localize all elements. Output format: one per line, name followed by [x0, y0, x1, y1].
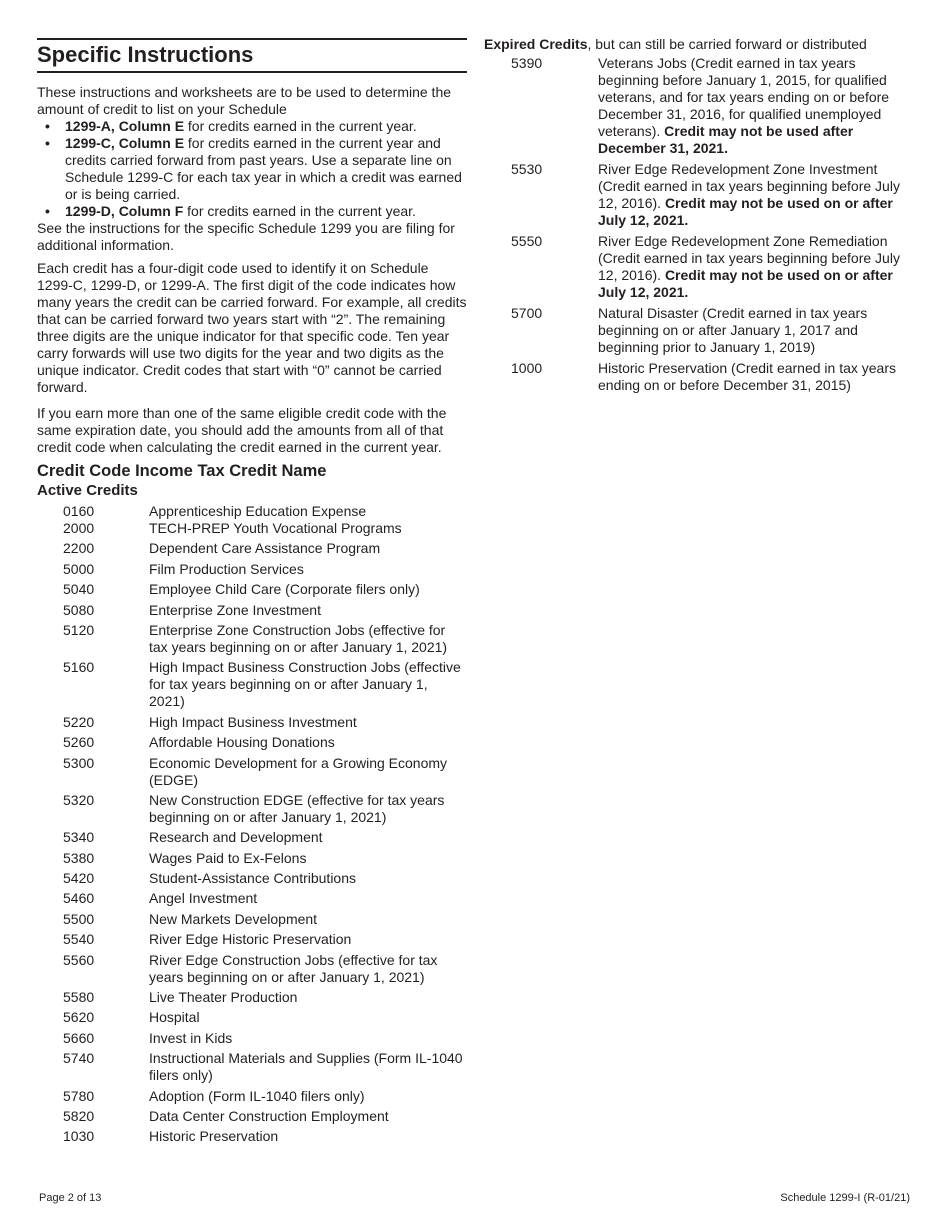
credit-row: [37, 931, 467, 948]
credit-row: [37, 792, 467, 826]
left-column: [37, 38, 467, 1149]
credit-row: [37, 1050, 467, 1084]
credit-code: 1030: [63, 1128, 95, 1145]
credit-row: [37, 714, 467, 731]
expired-credit-row: [484, 55, 914, 157]
credit-name: Wages Paid to Ex-Felons: [149, 849, 307, 866]
credit-name: Film Production Services: [149, 560, 304, 577]
expired-credits-heading: Expired Credits, but can still be carried forward or distributed: [484, 36, 867, 52]
expired-credit-row: [484, 305, 914, 356]
credit-code: 5120: [63, 621, 95, 638]
credit-name: [598, 305, 914, 356]
credit-code: 5700: [511, 305, 543, 321]
credit-code: 5300: [63, 754, 95, 771]
credit-code: 5040: [63, 581, 95, 598]
credit-name: High Impact Business Investment: [149, 713, 357, 730]
section-title: Specific Instructions: [37, 38, 467, 73]
credit-name: Student-Assistance Contributions: [149, 870, 356, 887]
credit-row: [37, 1108, 467, 1125]
credit-code: 5000: [63, 560, 95, 577]
credit-description: River Edge Redevelopment Zone Investment (Credit earned in tax years beginning before July 12, 2016).: [598, 161, 900, 211]
credit-name: Historic Preservation: [149, 1128, 279, 1145]
credit-code: 5080: [63, 601, 95, 618]
credit-code: 2000: [63, 520, 95, 536]
credit-name: Apprenticeship Education Expense: [149, 503, 367, 519]
credit-code: 5620: [63, 1009, 95, 1026]
credit-description: River Edge Redevelopment Zone Remediation (Credit earned in tax years beginning before July 12, 2016).: [598, 233, 900, 283]
credit-code: 5380: [63, 849, 95, 866]
credit-name: Hospital: [149, 1009, 200, 1026]
credit-code: 5220: [63, 713, 95, 730]
schedule-bullet-list: [37, 118, 467, 220]
active-credits-heading: Active Credits: [37, 482, 138, 499]
credit-code: 5560: [63, 951, 95, 968]
multiple-credits-paragraph: If you earn more than one of the same eligible credit code with the same expiration date, you should add the amounts from all of that credit code when calculating the credit earned in the current year.: [37, 405, 447, 455]
credit-code: 5500: [63, 910, 95, 927]
credit-description: Historic Preservation (Credit earned in tax years ending on or before December 31, 2015): [598, 360, 897, 393]
credit-name: Enterprise Zone Investment: [149, 601, 321, 618]
credit-row: [37, 829, 467, 846]
credit-row: [37, 622, 467, 656]
credit-row: [37, 1009, 467, 1026]
credit-name: Employee Child Care (Corporate filers only): [149, 581, 420, 598]
credit-row: [37, 734, 467, 751]
credit-code: 5580: [63, 989, 95, 1006]
credit-name: New Construction EDGE (effective for tax years beginning on or after January 1, 2021): [149, 791, 445, 825]
credit-name: [598, 161, 914, 229]
bullet-1299-c: • 1299-C, Column E for credits earned in the current year and credits carried forward from past years. Use a separate line on Schedule 1299-C for each tax year in which a credit was earned or is being carried.: [45, 135, 462, 202]
form-identifier: Schedule 1299-I (R-01/21): [780, 1192, 910, 1204]
expired-credit-row: [484, 233, 914, 301]
credit-row: [37, 850, 467, 867]
credit-row: [37, 890, 467, 907]
credit-name: Research and Development: [149, 829, 323, 846]
intro-paragraph: These instructions and worksheets are to be used to determine the amount of credit to list on your Schedule: [37, 84, 452, 117]
credit-name: Adoption (Form IL-1040 filers only): [149, 1087, 365, 1104]
credit-code: 5160: [63, 659, 95, 676]
credit-code: 5550: [511, 233, 543, 249]
credit-name: High Impact Business Construction Jobs (effective for tax years beginning on or after January 1, 2021): [149, 659, 461, 710]
credit-row: [37, 1088, 467, 1105]
credit-expiration-note: Credit may not be used after December 31, 2021.: [598, 123, 854, 156]
credit-name: River Edge Historic Preservation: [149, 931, 352, 948]
credit-table-heading: Credit Code Income Tax Credit Name: [37, 462, 327, 480]
credit-code: 5260: [63, 734, 95, 751]
credit-row: [37, 989, 467, 1006]
credit-row: [37, 1128, 467, 1145]
credit-row: [37, 952, 467, 986]
credit-row: [37, 540, 467, 557]
credit-name: Live Theater Production: [149, 989, 298, 1006]
credit-name: [598, 360, 914, 394]
credit-name: [598, 233, 914, 301]
credit-name: [598, 55, 914, 157]
credit-name: Affordable Housing Donations: [149, 734, 335, 751]
credit-row: [37, 602, 467, 619]
credit-code: 5540: [63, 931, 95, 948]
credit-expiration-note: Credit may not be used on or after July 12, 2021.: [598, 267, 893, 300]
credit-code: 5420: [63, 870, 95, 887]
bullet-1299-d: • 1299-D, Column F for credits earned in the current year.: [45, 203, 416, 219]
credit-description: Veterans Jobs (Credit earned in tax years beginning before January 1, 2015, for qualified veterans, and for tax years ending on or before December 31, 2016, for qualified unemployed veterans).: [598, 55, 890, 139]
credit-name: Data Center Construction Employment: [149, 1107, 389, 1124]
credit-code: 2200: [63, 540, 95, 557]
credit-row: [37, 581, 467, 598]
credit-code: 5780: [63, 1087, 95, 1104]
expired-credits-list: [484, 55, 914, 394]
credit-name: Invest in Kids: [149, 1029, 233, 1046]
credit-code: 5460: [63, 890, 95, 907]
credit-code: 0160: [63, 503, 95, 519]
see-instructions-paragraph: See the instructions for the specific Schedule 1299 you are filing for additional information.: [37, 220, 455, 253]
credit-name: River Edge Construction Jobs (effective for tax years beginning on or after January 1, 2021): [149, 951, 438, 985]
credit-code: 5530: [511, 161, 543, 177]
credit-name: Enterprise Zone Construction Jobs (effective for tax years beginning on or after January 1, 2021): [149, 621, 448, 655]
credit-row: [37, 659, 467, 710]
credit-code: 5820: [63, 1107, 95, 1124]
bullet-1299-a: • 1299-A, Column E for credits earned in the current year.: [45, 118, 417, 134]
right-column: [484, 36, 914, 398]
credit-row: [37, 561, 467, 578]
credit-row: [37, 503, 467, 520]
credit-code: 1000: [511, 360, 543, 376]
credit-name: New Markets Development: [149, 910, 318, 927]
credit-description: Natural Disaster (Credit earned in tax years beginning on or after January 1, 2017 and beginning prior to January 1, 2019): [598, 305, 868, 355]
credit-name: TECH-PREP Youth Vocational Programs: [149, 520, 402, 536]
credit-expiration-note: Credit may not be used on or after July 12, 2021.: [598, 195, 893, 228]
active-credits-list: [37, 503, 467, 1145]
credit-name: Instructional Materials and Supplies (Form IL-1040 filers only): [149, 1050, 463, 1084]
credit-row: [37, 520, 467, 537]
credit-row: [37, 911, 467, 928]
expired-credit-row: [484, 360, 914, 394]
credit-code: 5390: [511, 55, 543, 71]
credit-name: Dependent Care Assistance Program: [149, 540, 381, 557]
credit-row: [37, 1030, 467, 1047]
credit-name: Angel Investment: [149, 890, 258, 907]
credit-code: 5340: [63, 829, 95, 846]
credit-code: 5740: [63, 1050, 95, 1067]
credit-row: [37, 755, 467, 789]
credit-code-paragraph: Each credit has a four-digit code used to identify it on Schedule 1299-C, 1299-D, or 1299-A. The first digit of the code indicates how many years the credit can be carried forward. For example, all credits that can be carried forward two years start with “2”. The remaining three digits are the unique indicator for that specific code. Ten year carry forwards will use two digits for the year and two digits as the unique indicator. Credit codes that start with “0” cannot be carried forward.: [37, 260, 467, 395]
credit-row: [37, 870, 467, 887]
credit-name: Economic Development for a Growing Economy (EDGE): [149, 754, 448, 788]
credit-code: 5660: [63, 1029, 95, 1046]
page-number: Page 2 of 13: [39, 1192, 102, 1204]
credit-code: 5320: [63, 791, 95, 808]
expired-credit-row: [484, 161, 914, 229]
